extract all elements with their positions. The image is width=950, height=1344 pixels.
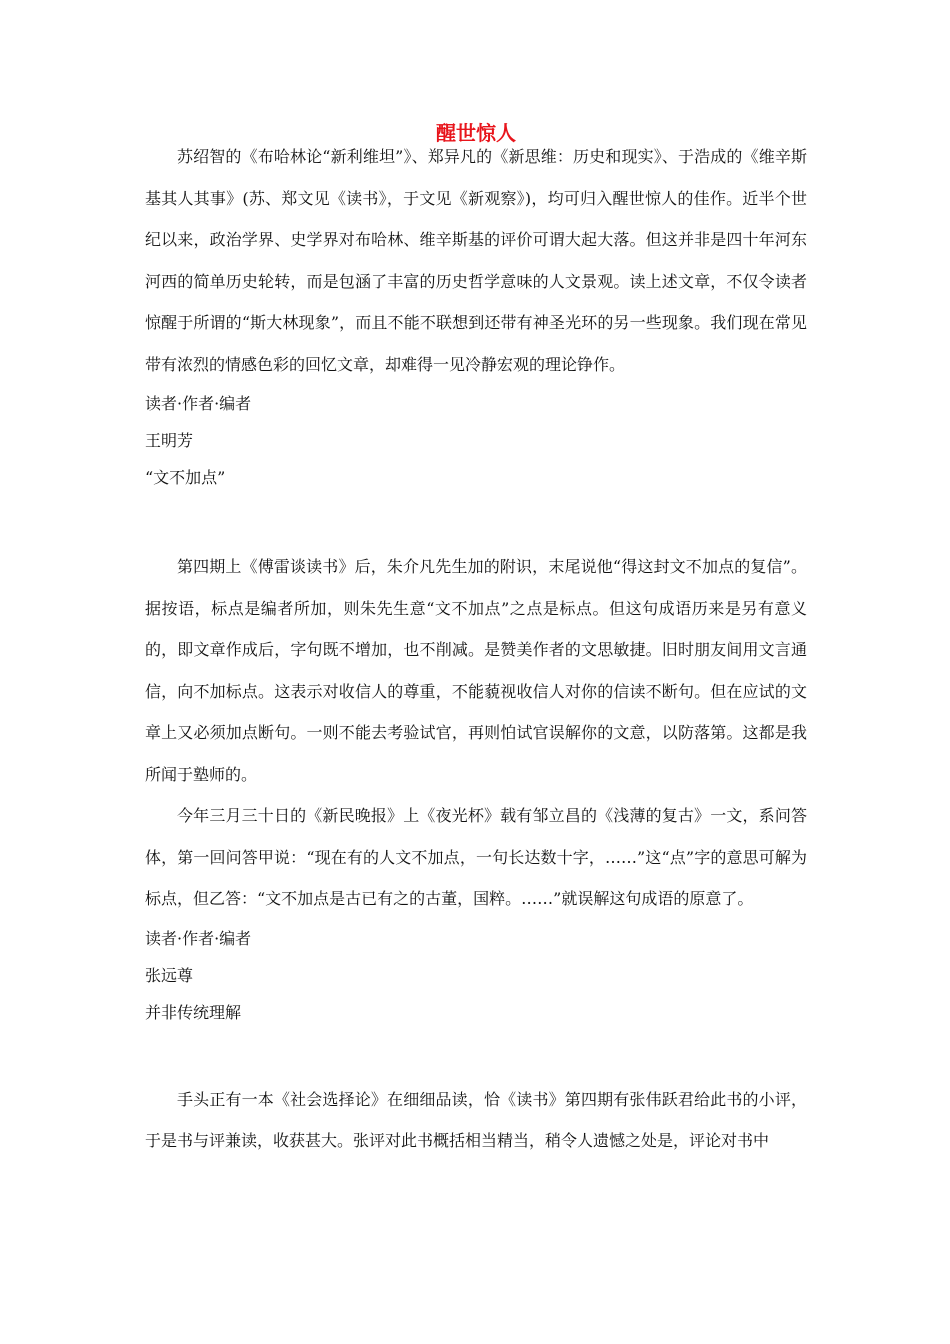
document-page <box>145 118 807 1162</box>
body-paragraph: 苏绍智的《布哈林论“新利维坦”》、郑异凡的《新思维：历史和现实》、于浩成的《维辛斯基其人其事》(苏、郑文见《读书》，于文见《新观察》)，均可归入醒世惊人的佳作。近半个世纪以来，政治学界、史学界对布哈林、维辛斯基的评价可谓大起大落。但这并非是四十年河东河西的简单历史轮转，而是包涵了丰富的历史哲学意味的人文景观。读上述文章，不仅令读者惊醒于所谓的“斯大林现象”，而且不能不联想到还带有神圣光环的另一些现象。我们现在常见带有浓烈的情感色彩的回忆文章，却难得一见冷静宏观的理论铮作。 <box>145 147 807 374</box>
body-paragraph: 今年三月三十日的《新民晚报》上《夜光杯》载有邹立昌的《浅薄的复古》一文，系问答体，第一回问答甲说：“现在有的人文不加点，一句长达数十字，……”这“点”字的意思可解为标点，但乙答：“文不加点是古已有之的古董，国粹。……”就误解这句成语的原意了。 <box>145 806 807 908</box>
byline-label: 读者·作者·编者 <box>145 394 252 413</box>
page-title: 醒世惊人 <box>436 121 516 145</box>
section-heading: “文不加点” <box>145 468 226 487</box>
body-paragraph: 第四期上《傅雷谈读书》后，朱介凡先生加的附识，末尾说他“得这封文不加点的复信”。据按语，标点是编者所加，则朱先生意“文不加点”之点是标点。但这句成语历来是另有意义的，即文章作成后，字句既不增加，也不削减。是赞美作者的文思敏捷。旧时朋友间用文言通信，向不加标点。这表示对收信人的尊重，不能藐视收信人对你的信读不断句。但在应试的文章上又必须加点断句。一则不能去考验试官，再则怕试官误解你的文意，以防落第。这都是我所闻于塾师的。 <box>145 557 807 784</box>
body-paragraph: 手头正有一本《社会选择论》在细细品读，恰《读书》第四期有张伟跃君给此书的小评，于是书与评兼读，收获甚大。张评对此书概括相当精当，稍令人遗憾之处是，评论对书中 <box>145 1089 807 1150</box>
section-spacer <box>145 1031 807 1079</box>
section-spacer <box>145 496 807 546</box>
section-heading: 并非传统理解 <box>145 1002 242 1022</box>
byline-label: 读者·作者·编者 <box>145 928 252 948</box>
author-name: 王明芳 <box>145 431 194 450</box>
author-name: 张远尊 <box>145 965 194 985</box>
